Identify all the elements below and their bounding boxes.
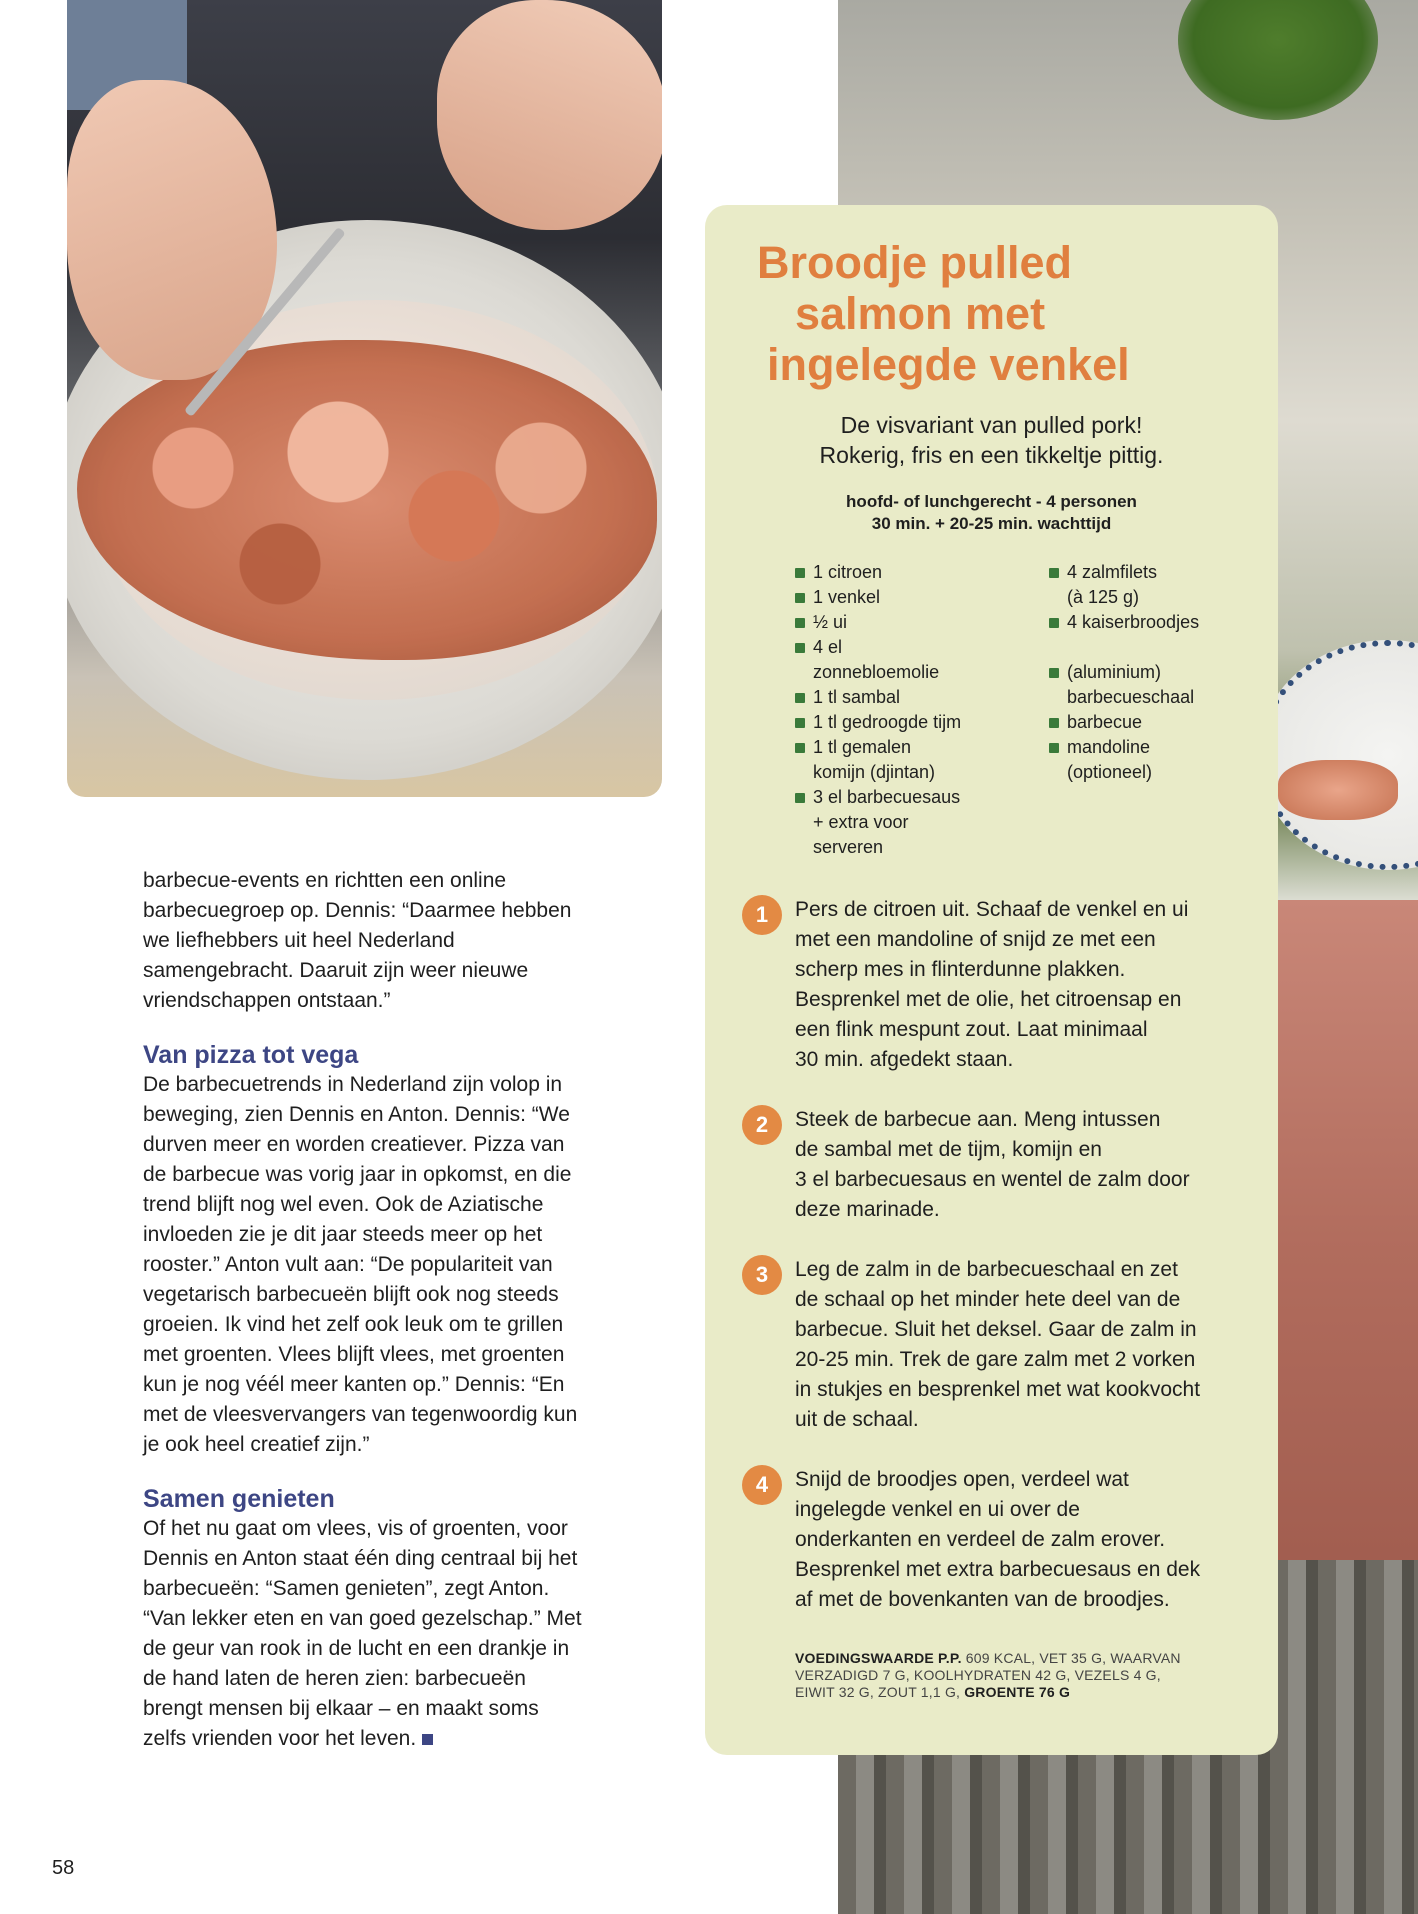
step-number-badge: 2 [742,1105,782,1145]
bullet-icon [795,718,805,728]
step-line: af met de bovenkanten van de broodjes. [795,1588,1170,1611]
hand-shape [437,0,662,230]
ingredient-text: 4 kaiserbroodjes [1067,612,1200,632]
bullet-icon [795,618,805,628]
bullet-icon [795,743,805,753]
equipment-item [1049,660,1259,710]
step-line: Besprenkel met extra barbecuesaus en dek [795,1558,1201,1581]
text-line: trend blijft nog wel even. Ook de Aziatische [143,1193,544,1216]
ingredient-text: 1 tl sambal [813,687,901,707]
text-line: we liefhebbers uit heel Nederland [143,929,455,952]
ingredient-text: 1 venkel [813,587,881,607]
step-line: 3 el barbecuesaus en wentel de zalm door [795,1168,1190,1191]
ingredient-item [795,785,1025,860]
recipe-title-line: Broodje pulled [757,237,1072,288]
hand-shape [67,80,277,380]
ingredient-item [795,560,1025,585]
text-line: brengt mensen bij elkaar – en maakt soms [143,1697,539,1720]
bullet-icon [1049,618,1059,628]
ingredient-text: 1 citroen [813,562,883,582]
step-line: scherp mes in flinterdunne plakken. [795,958,1126,981]
text-line: durven meer en worden creatiever. Pizza van [143,1133,565,1156]
step-line: 20-25 min. Trek de gare zalm met 2 vorken [795,1348,1196,1371]
section-heading: Van pizza tot vega [143,1041,359,1069]
step-line: Leg de zalm in de barbecueschaal en zet [795,1258,1178,1281]
ingredient-text: serveren [813,837,884,857]
section-heading: Samen genieten [143,1485,335,1513]
ingredient-text: zonnebloemolie [813,662,940,682]
ingredient-text: komijn (djintan) [813,762,936,782]
text-line: de hand laten de heren zien: barbecueën [143,1667,526,1690]
bullet-icon [795,693,805,703]
ingredient-item [795,610,1025,635]
text-line: Dennis en Anton staat één ding centraal bij het [143,1547,578,1570]
step-text [795,895,1255,1075]
recipe-meta [705,491,1278,535]
step-line: de sambal met de tijm, komijn en [795,1138,1102,1161]
step-number-badge: 1 [742,895,782,935]
ingredient-item [1049,610,1259,635]
bullet-icon [795,593,805,603]
recipe-time: 30 min. + 20-25 min. wachttijd [871,514,1112,533]
ingredient-text: 4 zalmfilets [1067,562,1158,582]
recipe-servings: hoofd- of lunchgerecht - 4 personen [846,492,1137,511]
recipe-title [705,237,1278,390]
recipe-subtitle-line: De visvariant van pulled pork! [840,412,1143,438]
step-line: de schaal op het minder hete deel van de [795,1288,1181,1311]
text-line: je ook heel creatief zijn.” [143,1433,370,1456]
plate-food-shape [1278,760,1398,820]
text-line: met de vleesvervangers van tegenwoordig kun [143,1403,578,1426]
ingredient-text: ½ ui [813,612,848,632]
nutrition-line [795,1684,1255,1701]
nutrition-label: VOEDINGSWAARDE P.P. [795,1650,962,1666]
step-line: ingelegde venkel en ui over de [795,1498,1080,1521]
text-line: beweging, zien Dennis en Anton. Dennis: “We [143,1103,570,1126]
ingredient-item [795,710,1025,735]
step-line: Besprenkel met de olie, het citroensap en [795,988,1182,1011]
ingredient-text: 3 el barbecuesaus [813,787,961,807]
bullet-icon [795,568,805,578]
text-line: samengebracht. Daaruit zijn weer nieuwe [143,959,529,982]
recipe-card [705,205,1278,1755]
step-line: Pers de citroen uit. Schaaf de venkel en ui [795,898,1189,921]
text-line: invloeden zie je dit jaar steeds meer op het [143,1223,543,1246]
step-line: een flink mespunt zout. Laat minimaal [795,1018,1148,1041]
equipment-text: mandoline [1067,737,1151,757]
step-number-badge: 3 [742,1255,782,1295]
nutrition-values: EIWIT 32 G, ZOUT 1,1 G, [795,1684,965,1700]
article-paragraph [143,1514,643,1754]
end-of-article-square-icon [422,1734,433,1745]
ingredient-list [795,560,1025,860]
text-line-content: zelfs vrienden voor het leven. [143,1727,417,1750]
equipment-text: (aluminium) [1067,662,1162,682]
ingredient-text: 4 el [813,637,843,657]
page-number: 58 [52,1857,75,1879]
text-line: met groenten. Vlees blijft vlees, met groenten [143,1343,565,1366]
text-line: vegetarisch barbecueën blijft ook nog steeds [143,1283,559,1306]
step-line: barbecue. Sluit het deksel. Gaar de zalm in [795,1318,1197,1341]
step-text [795,1255,1255,1435]
step-text [795,1465,1255,1615]
text-line: rooster.” Anton vult aan: “De populariteit van [143,1253,553,1276]
ingredient-item [795,635,1025,685]
ingredient-text: 1 tl gemalen [813,737,912,757]
bullet-icon [1049,568,1059,578]
text-line: “Van lekker eten en van goed gezelschap.” Met [143,1607,582,1630]
equipment-item [1049,710,1259,735]
leaf-shape [1178,0,1378,120]
step-line: Snijd de broodjes open, verdeel wat [795,1468,1129,1491]
bullet-icon [1049,668,1059,678]
ingredient-item [795,735,1025,785]
bullet-icon [795,793,805,803]
salmon-dish-photo [67,0,662,797]
step-line: 30 min. afgedekt staan. [795,1048,1014,1071]
nutrition-info [795,1650,1255,1701]
plate-shape [1258,640,1418,870]
nutrition-line [795,1650,1255,1667]
ingredient-item [1049,560,1259,610]
text-line [143,1724,643,1754]
recipe-subtitle-line: Rokerig, fris en een tikkeltje pittig. [819,442,1164,468]
text-line: groeien. Ik vind het zelf ook leuk om te grillen [143,1313,564,1336]
text-line: vriendschappen ontstaan.” [143,989,391,1012]
step-line: in stukjes en besprenkel met wat kookvocht [795,1378,1201,1401]
text-line: barbecuegroep op. Dennis: “Daarmee hebben [143,899,572,922]
bullet-icon [1049,718,1059,728]
ingredient-text: 1 tl gedroogde tijm [813,712,962,732]
text-line: barbecue-events en richtten een online [143,869,507,892]
nutrition-vegetables: GROENTE 76 G [964,1684,1071,1700]
article-column [143,866,643,1754]
napkin-shape [1268,900,1418,1600]
equipment-text: barbecue [1067,712,1143,732]
ingredient-text: (à 125 g) [1067,587,1140,607]
text-line: Of het nu gaat om vlees, vis of groenten, voor [143,1517,568,1540]
equipment-item [1049,735,1259,785]
ingredient-text: + extra voor [813,812,909,832]
text-line: de barbecue was vorig jaar in opkomst, en die [143,1163,572,1186]
ingredient-item [795,685,1025,710]
ingredient-list [1049,560,1259,785]
step-line: deze marinade. [795,1198,940,1221]
bullet-icon [1049,743,1059,753]
recipe-subtitle [705,410,1278,470]
step-line: met een mandoline of snijd ze met een [795,928,1156,951]
step-line: Steek de barbecue aan. Meng intussen [795,1108,1161,1131]
text-line: barbecueën: “Samen genieten”, zegt Anton. [143,1577,550,1600]
text-line: kun je nog véél meer kanten op.” Dennis: “En [143,1373,565,1396]
recipe-title-line: salmon met [795,288,1046,339]
nutrition-values: 609 KCAL, VET 35 G, WAARVAN [961,1650,1181,1666]
recipe-title-line: ingelegde venkel [767,339,1130,390]
article-paragraph [143,866,643,1016]
step-line: onderkanten en verdeel de zalm erover. [795,1528,1166,1551]
ingredient-item [795,585,1025,610]
step-text [795,1105,1255,1225]
step-line: uit de schaal. [795,1408,919,1431]
bullet-icon [795,643,805,653]
equipment-text: barbecueschaal [1067,687,1195,707]
text-line: De barbecuetrends in Nederland zijn volop in [143,1073,563,1096]
text-line: de geur van rook in de lucht en een drankje in [143,1637,570,1660]
article-paragraph [143,1070,643,1460]
step-number-badge: 4 [742,1465,782,1505]
nutrition-line: VERZADIGD 7 G, KOOLHYDRATEN 42 G, VEZELS 4 G, [795,1667,1161,1683]
equipment-text: (optioneel) [1067,762,1153,782]
list-spacer [1049,635,1259,660]
